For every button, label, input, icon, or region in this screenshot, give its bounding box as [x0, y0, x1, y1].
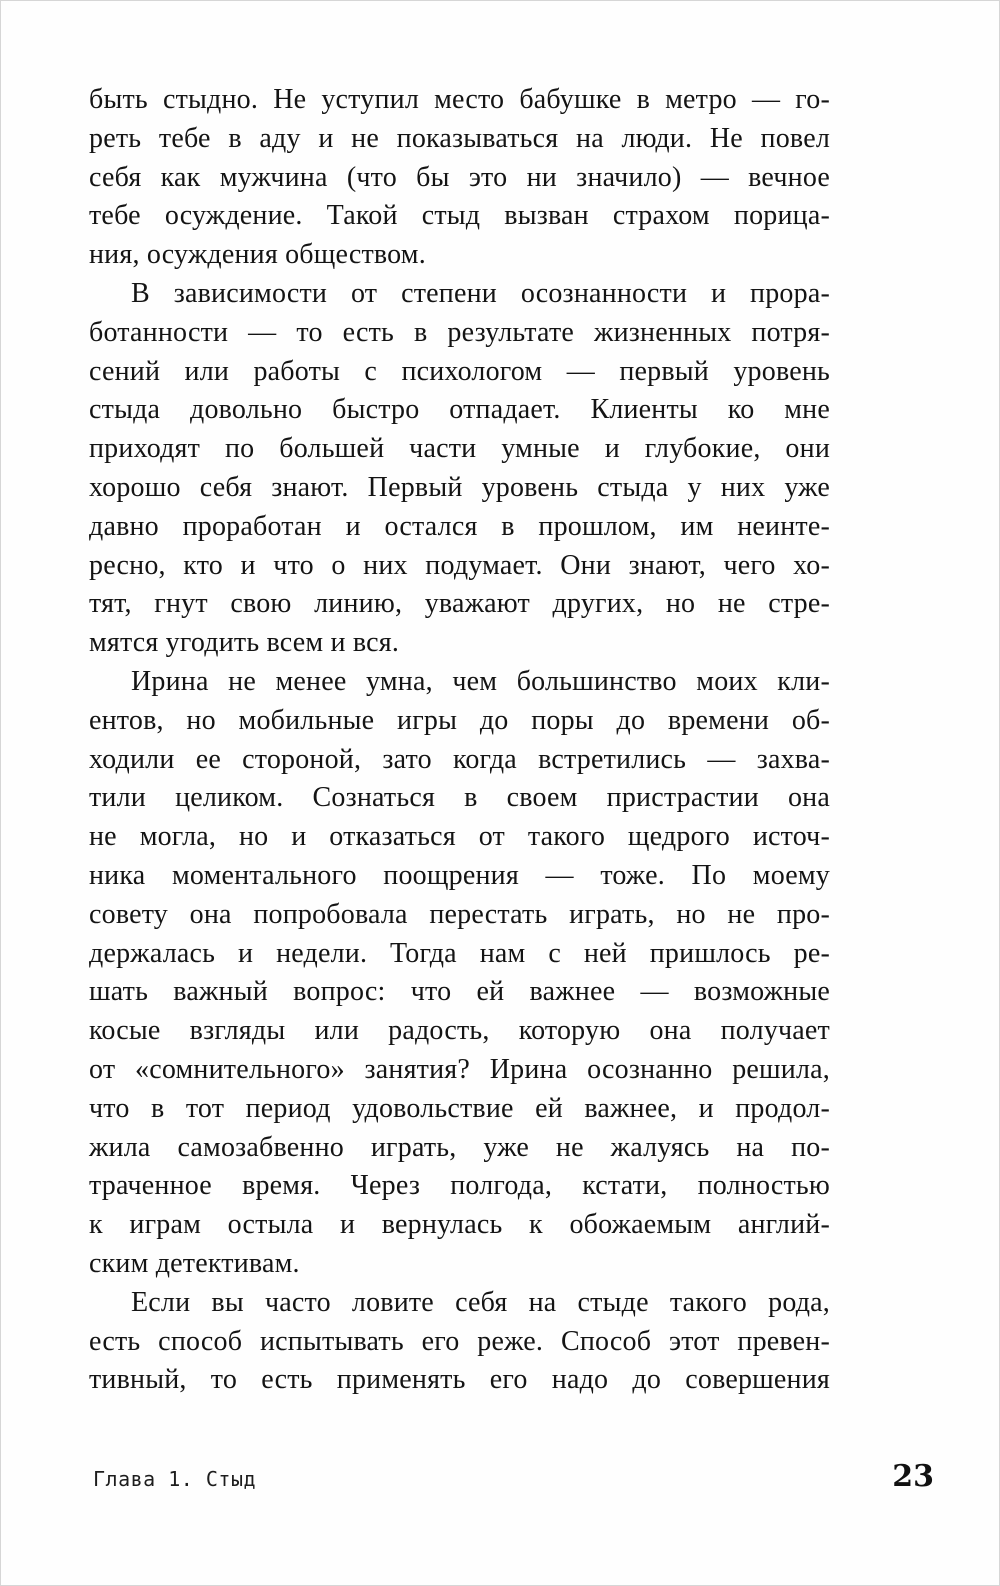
text-line: совету она попробовала перестать играть, но не про-: [89, 898, 830, 930]
text-line: реть тебе в аду и не показываться на люди. Не повел: [89, 122, 830, 154]
text-line: мятся угодить всем и вся.: [89, 627, 400, 659]
text-line: сений или работы с психологом — первый уровень: [89, 355, 830, 387]
paragraph: [89, 81, 830, 275]
text-line: траченное время. Через полгода, кстати, полностью: [89, 1170, 830, 1202]
chapter-label: Глава 1. Стыд: [93, 1467, 257, 1491]
text-line: жила самозабвенно играть, уже не жалуясь на по-: [89, 1131, 830, 1163]
paragraph: [89, 275, 830, 663]
text-line: Если вы часто ловите себя на стыде такого рода,: [131, 1286, 830, 1318]
text-line: тили целиком. Сознаться в своем пристрастии она: [89, 782, 830, 814]
text-line: быть стыдно. Не уступил место бабушке в метро — го-: [89, 84, 830, 115]
text-line: хорошо себя знают. Первый уровень стыда у них уже: [89, 471, 830, 503]
body-text: [89, 81, 830, 1400]
text-line: ботанности — то есть в результате жизненных потря-: [89, 316, 830, 348]
paragraph: [89, 663, 830, 1284]
text-line: ресно, кто и что о них подумает. Они знают, чего хо-: [89, 549, 830, 581]
text-line: ния, осуждения обществом.: [89, 239, 426, 271]
text-line: от «сомнительного» занятия? Ирина осознанно решила,: [89, 1053, 830, 1085]
text-line: приходят по большей части умные и глубокие, они: [89, 433, 830, 465]
paragraph: [89, 1284, 830, 1400]
text-line: тят, гнут свою линию, уважают других, но не стре-: [89, 588, 830, 620]
text-line: косые взгляды или радость, которую она получает: [89, 1015, 830, 1047]
text-line: ходили ее стороной, зато когда встретились — захва-: [89, 743, 830, 775]
page-footer: [93, 1459, 934, 1494]
text-line: не могла, но и отказаться от такого щедрого источ-: [89, 821, 830, 853]
text-line: себя как мужчина (что бы это ни значило) — вечное: [89, 161, 830, 193]
text-line: что в тот период удовольствие ей важнее, и продол-: [89, 1092, 830, 1124]
text-line: держалась и недели. Тогда нам с ней пришлось ре-: [89, 937, 830, 969]
text-line: тивный, то есть применять его надо до совершения: [89, 1364, 830, 1396]
text-line: ским детективам.: [89, 1247, 300, 1279]
text-line: стыда довольно быстро отпадает. Клиенты ко мне: [89, 394, 830, 426]
page-number: 23: [892, 1459, 934, 1494]
text-line: Ирина не менее умна, чем большинство моих кли-: [131, 665, 830, 697]
text-line: ентов, но мобильные игры до поры до времени об-: [89, 704, 830, 736]
text-line: тебе осуждение. Такой стыд вызван страхом порица-: [89, 200, 830, 232]
text-line: давно проработан и остался в прошлом, им неинте-: [89, 510, 830, 542]
text-line: В зависимости от степени осознанности и прора-: [131, 277, 830, 309]
text-line: к играм остыла и вернулась к обожаемым англий-: [89, 1209, 830, 1241]
text-line: есть способ испытывать его реже. Способ этот превен-: [89, 1325, 830, 1357]
text-line: шать важный вопрос: что ей важнее — возможные: [89, 976, 830, 1008]
text-line: ника моментального поощрения — тоже. По моему: [89, 859, 830, 891]
